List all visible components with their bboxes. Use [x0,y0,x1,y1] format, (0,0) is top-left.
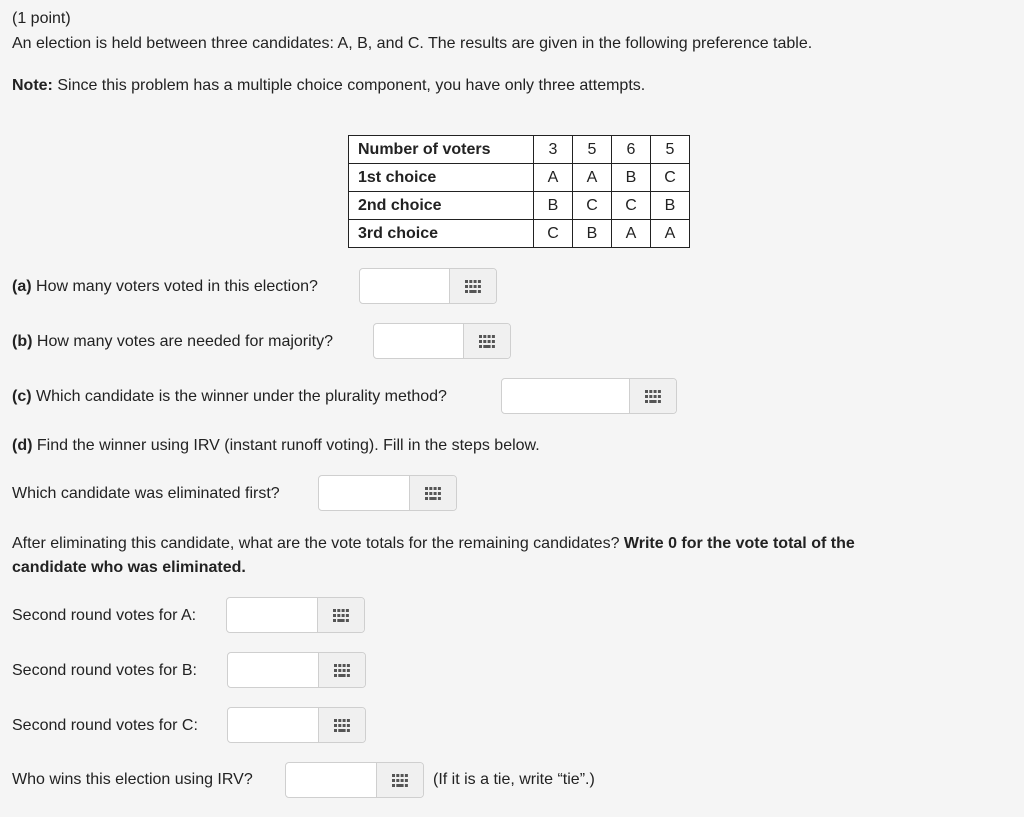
votes-c-field [227,707,366,743]
table-cell: B [573,220,612,248]
votes-c-input[interactable] [228,708,318,742]
row-header: 2nd choice [349,192,534,220]
table-cell: C [651,164,690,192]
votes-a-keyboard-button[interactable] [317,598,364,632]
answer-b-input[interactable] [374,324,463,358]
grid-icon [392,774,408,787]
question-c [12,388,447,406]
grid-icon [333,609,349,622]
question-a-text: How many voters voted in this election? [31,278,318,295]
answer-a-input[interactable] [360,269,449,303]
question-b-prefix: (b) [12,333,33,350]
table-cell: A [612,220,651,248]
preference-table [348,135,690,248]
grid-icon [465,280,481,293]
table-cell: C [573,192,612,220]
table-cell: C [612,192,651,220]
row-header: Number of voters [349,136,534,164]
votes-a-input[interactable] [227,598,317,632]
answer-a-field [359,268,497,304]
answer-c-input[interactable] [502,379,629,413]
question-b [12,333,333,351]
table-cell: C [534,220,573,248]
row-header: 3rd choice [349,220,534,248]
table-cell: 5 [573,136,612,164]
question-c-text: Which candidate is the winner under the plurality method? [31,388,447,405]
grid-icon [425,487,441,500]
votes-b-label: Second round votes for B: [12,662,197,679]
eliminated-field [318,475,457,511]
table-cell: 3 [534,136,573,164]
after-elimination-bold-1: Write 0 for the vote total of the [623,535,855,552]
grid-icon [645,390,661,403]
problem-intro: An election is held between three candidates: A, B, and C. The results are given in the following preference table. [12,35,813,52]
grid-icon [334,719,350,732]
answer-c-keyboard-button[interactable] [629,379,676,413]
table-row [349,136,690,164]
answer-b-field [373,323,511,359]
votes-a-label: Second round votes for A: [12,607,197,624]
after-elimination-text [12,535,855,553]
votes-b-input[interactable] [228,653,318,687]
eliminated-input[interactable] [319,476,409,510]
row-header: 1st choice [349,164,534,192]
question-d-text: Find the winner using IRV (instant runoff voting). Fill in the steps below. [32,437,540,454]
table-cell: A [534,164,573,192]
irv-winner-keyboard-button[interactable] [376,763,423,797]
votes-b-keyboard-button[interactable] [318,653,365,687]
votes-c-keyboard-button[interactable] [318,708,365,742]
question-d-prefix: (d) [12,437,33,454]
grid-icon [334,664,350,677]
table-cell: A [651,220,690,248]
answer-c-field [501,378,677,414]
question-c-prefix: (c) [12,388,32,405]
votes-a-field [226,597,365,633]
note-label: Note: [12,77,53,94]
answer-a-keyboard-button[interactable] [449,269,496,303]
note-text: Since this problem has a multiple choice component, you have only three attempts. [52,77,646,94]
table-row [349,220,690,248]
votes-b-field [227,652,366,688]
irv-winner-question: Who wins this election using IRV? [12,771,253,788]
table-row [349,192,690,220]
table-cell: 5 [651,136,690,164]
table-cell: 6 [612,136,651,164]
question-d [12,437,540,455]
table-cell: B [534,192,573,220]
votes-c-label: Second round votes for C: [12,717,198,734]
note [12,77,645,95]
tie-hint: (If it is a tie, write “tie”.) [433,771,595,788]
question-b-text: How many votes are needed for majority? [32,333,334,350]
eliminated-keyboard-button[interactable] [409,476,456,510]
table-row [349,164,690,192]
irv-winner-field [285,762,424,798]
table-cell: B [612,164,651,192]
question-a [12,278,318,296]
table-cell: B [651,192,690,220]
grid-icon [479,335,495,348]
after-elimination-question: After eliminating this candidate, what are the vote totals for the remaining candidates? [12,535,624,552]
answer-b-keyboard-button[interactable] [463,324,510,358]
eliminated-question: Which candidate was eliminated first? [12,485,280,502]
after-elimination-bold-2: candidate who was eliminated. [12,559,246,576]
table-cell: A [573,164,612,192]
points-label: (1 point) [12,10,71,27]
irv-winner-input[interactable] [286,763,376,797]
question-a-prefix: (a) [12,278,32,295]
